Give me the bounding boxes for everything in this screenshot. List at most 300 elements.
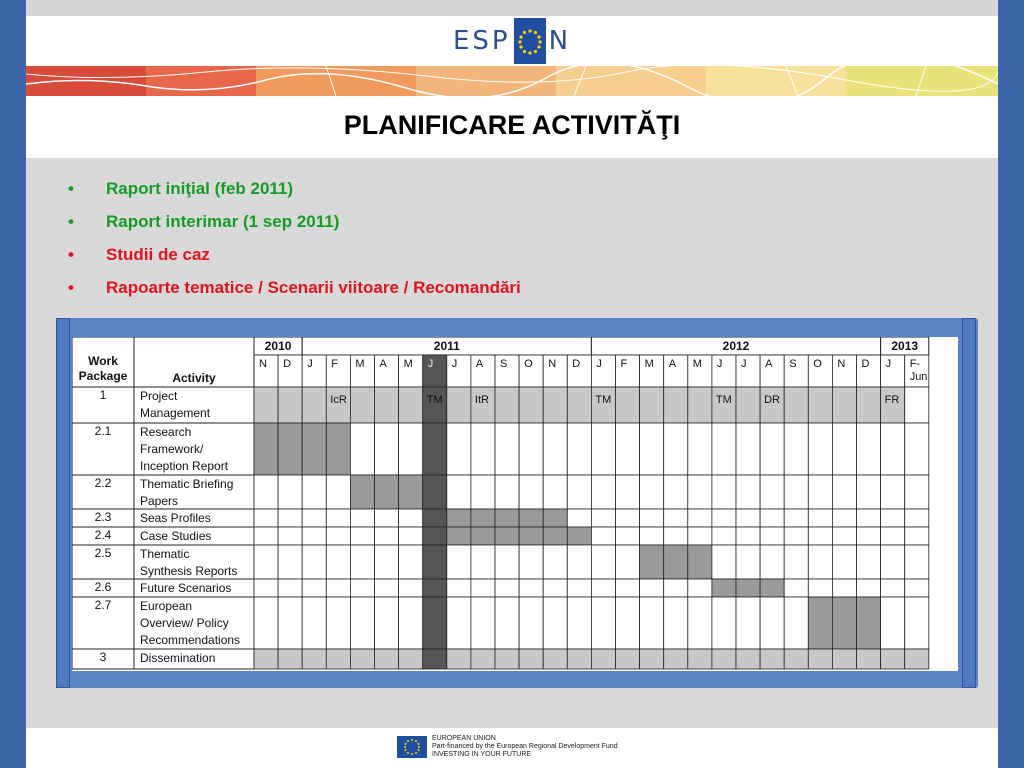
gantt-cell [712,597,736,649]
gantt-cell [784,545,808,579]
gantt-cell [832,387,856,423]
gantt-cell [471,423,495,475]
gantt-cell [447,527,471,545]
gantt-cell [302,597,326,649]
gantt-cell [736,423,760,475]
gantt-cell [905,649,929,669]
gantt-cell [857,475,881,509]
gantt-milestone-label: TM [426,394,443,406]
gantt-month-label: J [716,358,723,370]
gantt-month-cell [591,355,615,387]
gantt-cell [495,579,519,597]
gantt-cell [302,387,326,423]
gantt-cell [832,423,856,475]
gantt-cell [326,649,350,669]
gantt-cell [808,649,832,669]
gantt-cell [857,579,881,597]
gantt-cell [808,509,832,527]
bullet-dot: • [68,245,74,264]
gantt-cell [591,423,615,475]
gantt-cell [519,423,543,475]
gantt-cell [832,475,856,509]
eu-line: EUROPEAN UNION [432,735,496,742]
gantt-month-label: Jun [909,371,928,383]
gantt-wp-number: 2.7 [94,598,112,612]
gantt-cell [736,545,760,579]
gantt-cell [784,387,808,423]
gantt-cell [760,545,784,579]
gantt-cell [254,527,278,545]
gantt-cell [616,527,640,545]
gantt-cell [543,387,567,423]
gantt-cell [519,475,543,509]
gantt-cell [350,545,374,579]
gantt-cell [688,545,712,579]
gantt-month-label: M [403,358,413,370]
gantt-cell [784,423,808,475]
gantt-cell [591,545,615,579]
gantt-cell [254,545,278,579]
gantt-cell [302,475,326,509]
gantt-cell [664,597,688,649]
gantt-cell [567,579,591,597]
gantt-cell [808,527,832,545]
gantt-cell [278,475,302,509]
gantt-month-cell [423,355,447,387]
gantt-cell [664,387,688,423]
gantt-cell [375,387,399,423]
gantt-left-post [56,318,70,688]
gantt-cell [712,649,736,669]
gantt-month-label: A [379,358,387,370]
gantt-month-label: O [813,358,822,370]
gantt-month-label: J [427,358,434,370]
gantt-cell [254,423,278,475]
gantt-cell [616,423,640,475]
gantt-cell [447,545,471,579]
gantt-header-activity: Activity [172,371,216,385]
gantt-cell [543,527,567,545]
gantt-cell [350,387,374,423]
gantt-month-label: O [524,358,533,370]
gantt-cell [591,475,615,509]
bullet-dot: • [68,278,74,297]
gantt-activity-label: Synthesis Reports [140,564,238,578]
bullet-text: Studii de caz [106,245,210,264]
gantt-chart [72,337,958,671]
gantt-cell [375,545,399,579]
gantt-month-label: M [644,358,654,370]
gantt-cell [375,509,399,527]
gantt-cell [399,579,423,597]
gantt-cell [857,423,881,475]
gantt-cell [905,545,929,579]
gantt-cell [881,475,905,509]
gantt-cell [399,509,423,527]
gantt-cell [736,527,760,545]
gantt-cell [591,527,615,545]
gantt-month-label: D [572,358,581,370]
gantt-cell [712,527,736,545]
gantt-header-package: Package [78,369,128,383]
gantt-cell [471,509,495,527]
gantt-cell [375,597,399,649]
gantt-cell [302,649,326,669]
gantt-cell [471,597,495,649]
gantt-month-label: N [259,358,267,370]
gantt-cell [567,545,591,579]
gantt-header-work: Work [88,354,118,368]
map-decoration-band [26,66,998,96]
gantt-cell [760,527,784,545]
gantt-cell [399,423,423,475]
gantt-cell [471,475,495,509]
gantt-cell [278,527,302,545]
gantt-cell [881,527,905,545]
gantt-cell [640,423,664,475]
bullet-dot: • [68,212,74,231]
gantt-cell [616,545,640,579]
gantt-cell [736,649,760,669]
gantt-cell [350,475,374,509]
gantt-cell [832,545,856,579]
gantt-cell [857,527,881,545]
gantt-cell [736,509,760,527]
gantt-cell [712,475,736,509]
gantt-month-label: F [331,358,339,370]
gantt-cell [278,597,302,649]
gantt-cell [399,387,423,423]
gantt-wp-number: 2.5 [94,546,112,560]
bullet-item [68,240,521,273]
gantt-cell [375,475,399,509]
gantt-cell [543,545,567,579]
gantt-cell [808,423,832,475]
gantt-milestone-label: FR [884,394,900,406]
gantt-activity-label: Recommendations [140,633,241,647]
gantt-cell [712,423,736,475]
gantt-cell [447,475,471,509]
gantt-cell [350,579,374,597]
gantt-cell [616,387,640,423]
gantt-cell [302,527,326,545]
gantt-cell [326,509,350,527]
gantt-cell [423,475,447,509]
logo-text-left: ESP [453,26,511,56]
gantt-cell [447,387,471,423]
gantt-year-label: 2011 [433,339,460,353]
gantt-cell [688,579,712,597]
gantt-cell [736,579,760,597]
gantt-cell [543,423,567,475]
gantt-year-label: 2010 [264,339,292,353]
gantt-cell [591,579,615,597]
gantt-cell [254,579,278,597]
gantt-cell [302,545,326,579]
gantt-cell [808,597,832,649]
gantt-cell [784,649,808,669]
gantt-cell [447,597,471,649]
gantt-cell [832,509,856,527]
gantt-cell [616,597,640,649]
gantt-cell [591,597,615,649]
gantt-cell [640,579,664,597]
gantt-cell [664,475,688,509]
gantt-cell [519,649,543,669]
eu-line: INVESTING IN YOUR FUTURE [432,751,532,758]
gantt-cell [423,579,447,597]
bullet-text: Raport interimar (1 sep 2011) [106,212,340,231]
gantt-cell [495,597,519,649]
gantt-month-label: A [765,358,773,370]
gantt-month-label: N [548,358,557,370]
gantt-month-label: F [620,358,628,370]
gantt-wp-number: 2.6 [94,580,112,594]
gantt-cell [519,545,543,579]
gantt-activity-label: Framework/ [140,442,204,456]
gantt-month-cell [302,355,326,387]
gantt-activity-label: Overview/ Policy [140,616,229,630]
gantt-cell [640,509,664,527]
gantt-cell [688,475,712,509]
slide-title: PLANIFICARE ACTIVITĂŢI [343,110,681,140]
gantt-activity-label: Inception Report [140,459,229,473]
gantt-cell [760,509,784,527]
bullet-text: Raport iniţial (feb 2011) [106,179,294,198]
gantt-cell [278,579,302,597]
gantt-month-label: A [668,358,677,370]
gantt-cell [471,649,495,669]
espon-logo [453,18,571,64]
gantt-cell [254,509,278,527]
eu-flag-icon [397,736,427,758]
gantt-cell [664,579,688,597]
gantt-cell [688,527,712,545]
gantt-month-label: D [283,358,292,370]
gantt-cell [784,509,808,527]
gantt-activity-label: Research [140,425,192,439]
bullet-item [68,207,521,240]
gantt-cell [543,649,567,669]
gantt-month-cell [881,355,905,387]
gantt-cell [905,597,929,649]
eu-stars-logo-icon [514,18,546,64]
gantt-milestone-label: TM [595,394,612,406]
gantt-year-label: 2012 [722,339,750,353]
gantt-cell [760,579,784,597]
gantt-cell [447,423,471,475]
gantt-month-label: J [885,358,892,370]
gantt-cell [881,649,905,669]
gantt-cell [857,597,881,649]
gantt-cell [881,545,905,579]
gantt-cell [688,597,712,649]
gantt-cell [278,649,302,669]
gantt-cell [495,527,519,545]
gantt-cell [760,475,784,509]
gantt-cell [760,423,784,475]
gantt-cell [616,509,640,527]
gantt-activity-label: European [140,599,193,613]
gantt-table-svg [72,337,958,671]
gantt-activity-label: Management [140,406,211,420]
gantt-cell [784,579,808,597]
gantt-milestone-label: TM [715,394,732,406]
gantt-cell [519,579,543,597]
gantt-cell [375,579,399,597]
gantt-month-label: J [451,358,458,370]
gantt-cell [712,509,736,527]
gantt-cell [640,527,664,545]
gantt-cell [808,579,832,597]
gantt-cell [326,545,350,579]
gantt-cell [712,579,736,597]
gantt-cell [881,579,905,597]
gantt-cell [543,597,567,649]
gantt-cell [399,475,423,509]
gantt-right-post [962,318,976,688]
gantt-activity-label: Future Scenarios [140,581,232,595]
gantt-cell [881,597,905,649]
gantt-month-cell [616,355,640,387]
gantt-cell [326,475,350,509]
gantt-activity-label: Thematic [140,547,190,561]
gantt-cell [375,649,399,669]
gantt-cell [664,649,688,669]
gantt-cell [471,527,495,545]
gantt-cell [495,387,519,423]
gantt-cell [278,387,302,423]
gantt-month-label: F- [909,358,921,370]
gantt-cell [664,527,688,545]
gantt-cell [760,597,784,649]
gantt-cell [640,649,664,669]
gantt-cell [808,387,832,423]
gantt-cell [760,649,784,669]
bullet-item [68,273,521,306]
gantt-cell [832,649,856,669]
gantt-activity-label: Papers [140,494,179,508]
gantt-cell [326,579,350,597]
left-blue-border [0,0,26,768]
gantt-month-label: J [596,358,602,370]
gantt-cell [350,649,374,669]
gantt-cell [423,527,447,545]
gantt-month-label: M [692,358,702,370]
gantt-cell [784,475,808,509]
gantt-activity-label: Thematic Briefing [140,477,234,491]
gantt-cell [399,649,423,669]
gantt-wp-number: 2.1 [94,424,112,438]
gantt-cell [640,545,664,579]
gantt-cell [375,423,399,475]
gantt-cell [350,423,374,475]
gantt-cell [616,579,640,597]
gantt-milestone-label: ItR [474,394,489,406]
gantt-cell [688,509,712,527]
gantt-cell [784,527,808,545]
gantt-wp-number: 3 [99,650,107,664]
gantt-cell [905,475,929,509]
gantt-cell [664,509,688,527]
gantt-cell [567,475,591,509]
gantt-cell [736,475,760,509]
gantt-cell [567,597,591,649]
gantt-month-label: N [837,358,846,370]
gantt-cell [423,545,447,579]
gantt-cell [495,509,519,527]
gantt-cell [447,649,471,669]
gantt-cell [375,527,399,545]
gantt-activity-label: Project [140,389,178,403]
gantt-cell [519,509,543,527]
gantt-cell [423,597,447,649]
gantt-cell [519,387,543,423]
gantt-cell [808,545,832,579]
logo-text-right: N [548,26,572,56]
gantt-cell [591,509,615,527]
gantt-cell [326,527,350,545]
gantt-cell [399,545,423,579]
gantt-cell [447,579,471,597]
gantt-cell [423,423,447,475]
gantt-cell [423,509,447,527]
gantt-wp-number: 1 [99,388,107,402]
gantt-cell [471,545,495,579]
bullet-list [68,174,521,306]
bullet-item [68,174,521,207]
gantt-cell [423,649,447,669]
gantt-cell [567,649,591,669]
bullet-text: Rapoarte tematice / Scenarii viitoare / Recomandări [106,278,521,297]
gantt-milestone-label: IcR [330,394,347,406]
gantt-cell [326,597,350,649]
gantt-cell [640,597,664,649]
gantt-cell [254,597,278,649]
gantt-cell [471,579,495,597]
gantt-cell [543,475,567,509]
gantt-cell [688,649,712,669]
gantt-cell [881,509,905,527]
gantt-cell [567,423,591,475]
gantt-activity-label: Dissemination [140,651,216,665]
gantt-milestone-label: DR [764,394,780,406]
gantt-cell [326,423,350,475]
eu-funding-text [432,735,618,759]
gantt-cell [832,527,856,545]
gantt-cell [302,509,326,527]
gantt-cell [857,509,881,527]
gantt-month-cell [736,355,760,387]
gantt-cell [302,579,326,597]
gantt-cell [640,387,664,423]
gantt-cell [640,475,664,509]
gantt-activity-label: Seas Profiles [140,511,211,525]
gantt-cell [832,597,856,649]
gantt-cell [350,509,374,527]
bullet-dot: • [68,179,74,198]
gantt-cell [278,423,302,475]
gantt-cell [857,545,881,579]
gantt-cell [736,387,760,423]
gantt-cell [399,527,423,545]
gantt-cell [254,387,278,423]
gantt-cell [832,579,856,597]
gantt-cell [254,475,278,509]
gantt-cell [495,649,519,669]
gantt-cell [736,597,760,649]
gantt-month-cell [326,355,350,387]
